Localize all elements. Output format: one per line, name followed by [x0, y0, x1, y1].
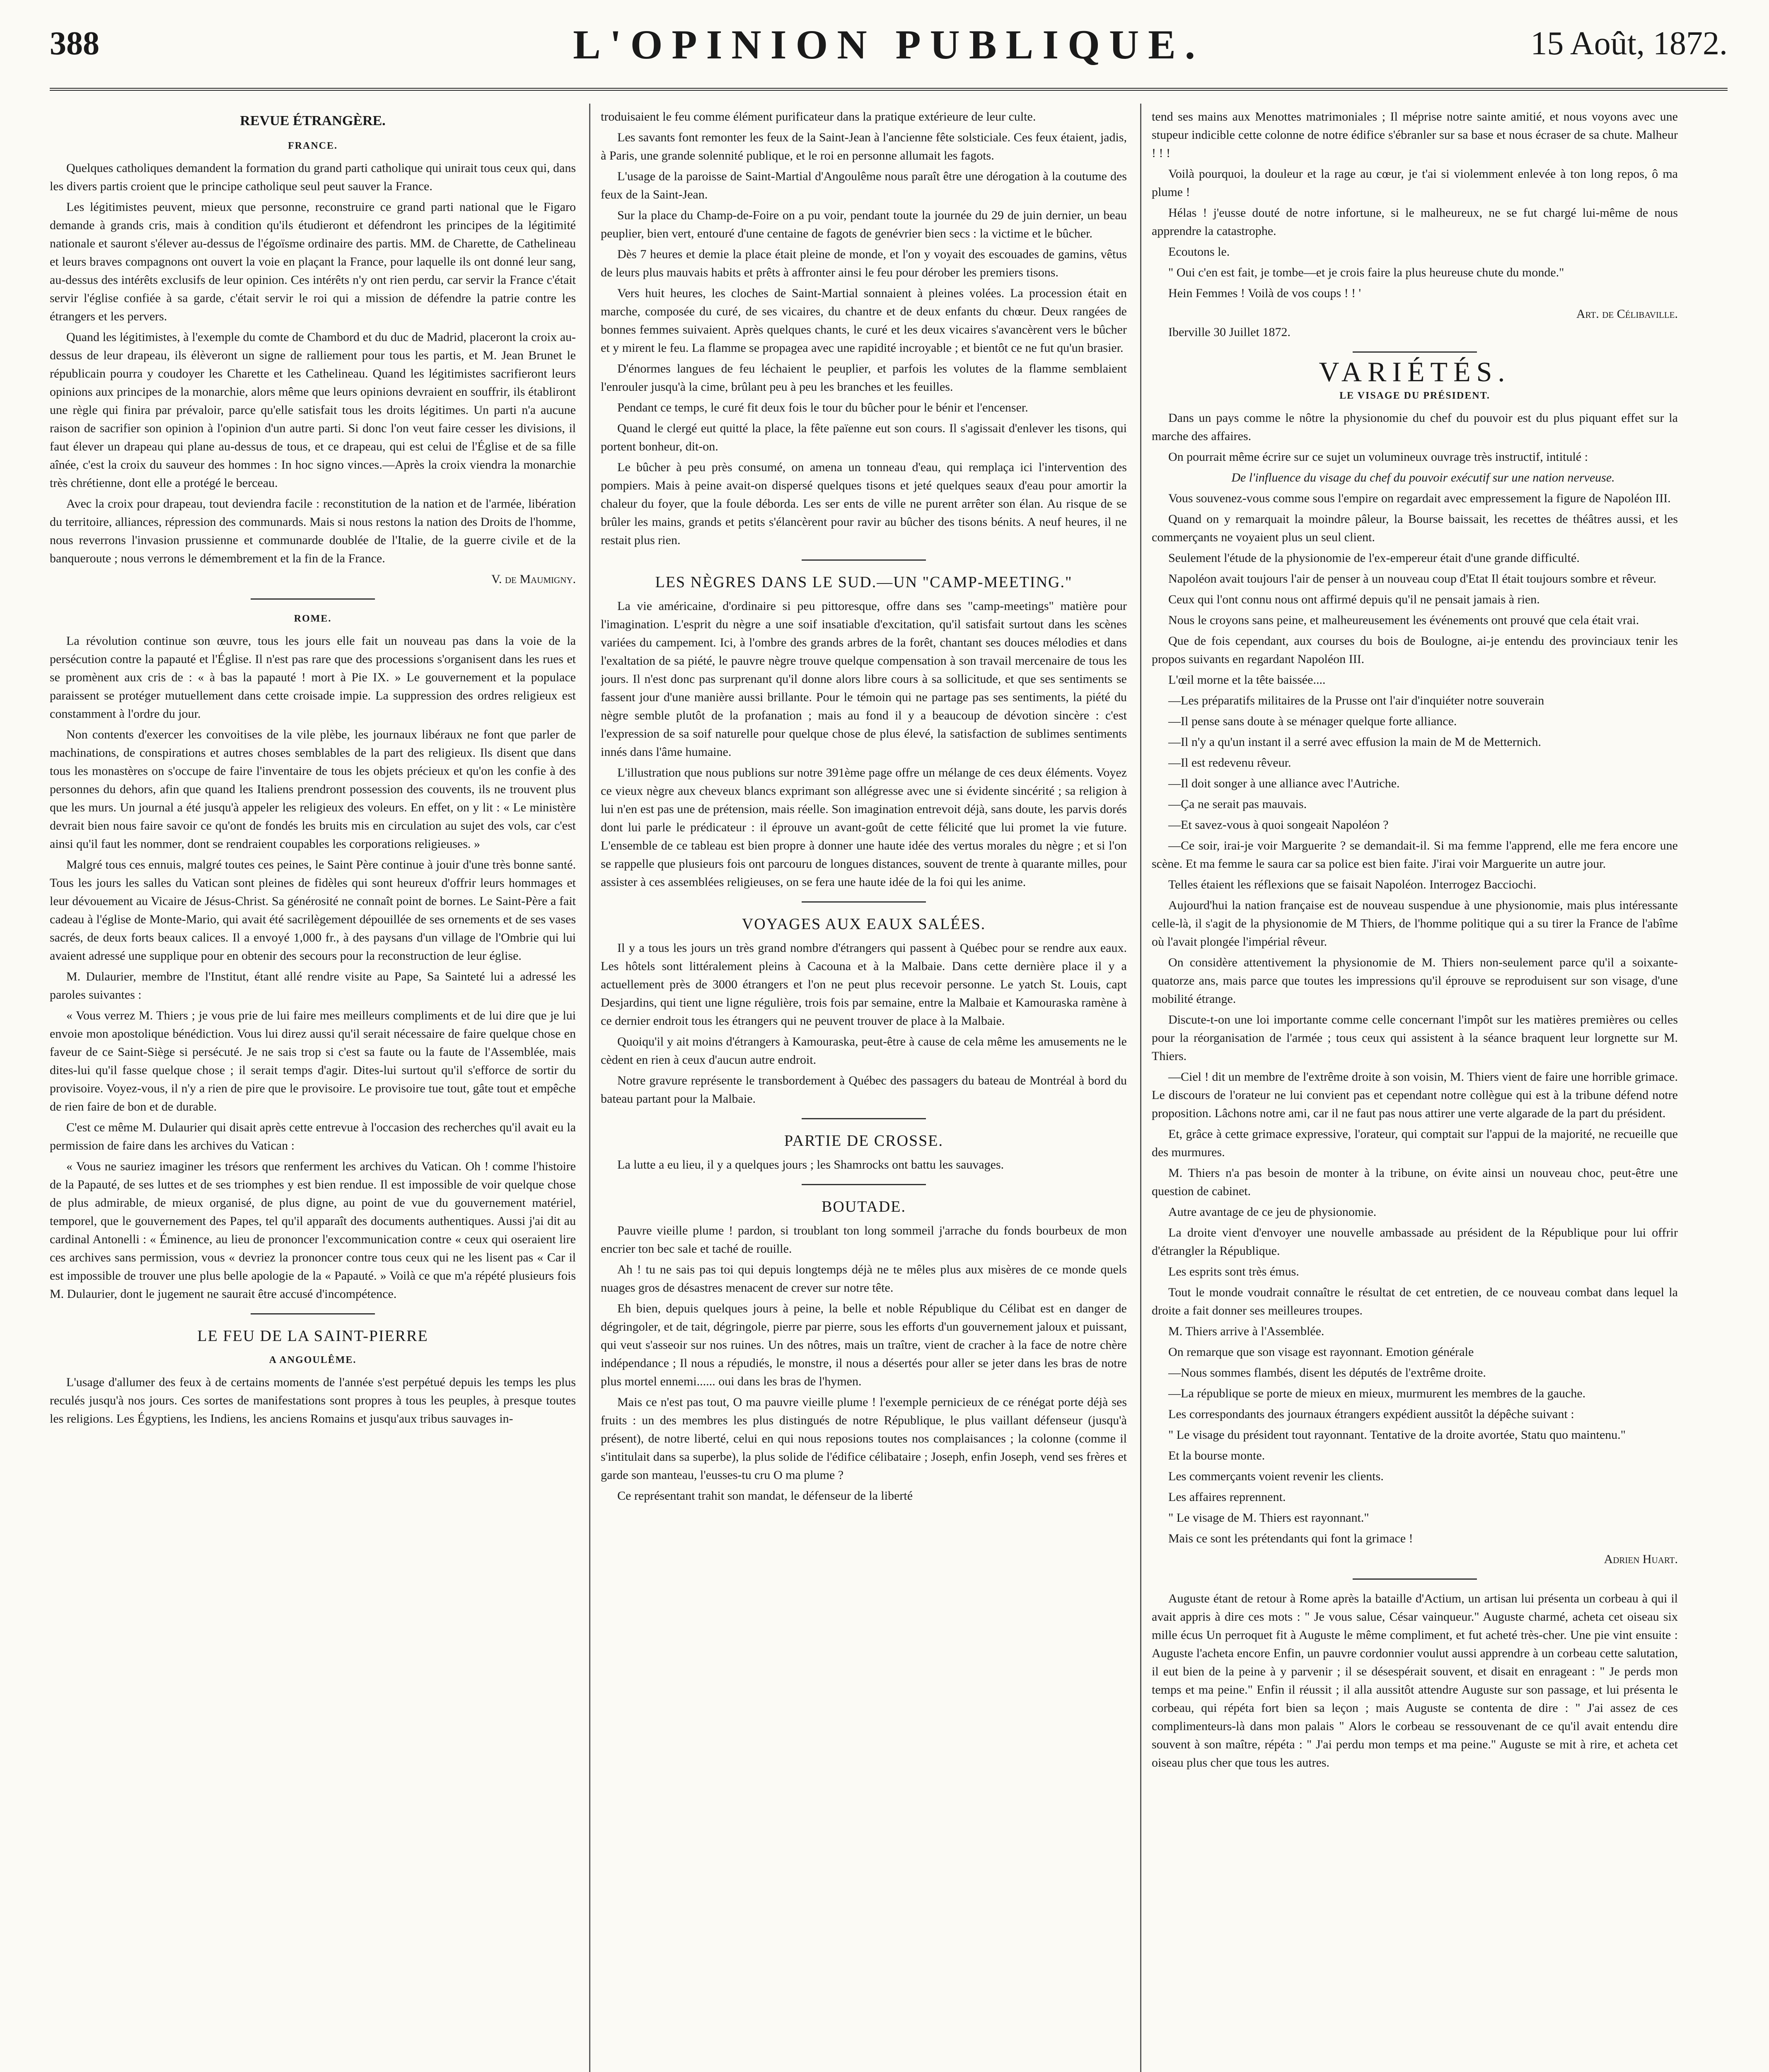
paragraph: Auguste étant de retour à Rome après la bataille d'Actium, un artisan lui présenta un corbeau à qui il avait appris à dire ces mots : " Je vous salue, César vainqueur." Auguste charmé, acheta cet oiseau six mille écus Un perroquet fit à Auguste le même compliment, et fut acheté très-cher. Une pie vint ensuite : Auguste l'acheta encore Enfin, un pauvre cordonnier voulut aussi apprendre à un corbeau cette salutation, il eut bien de la peine à y parvenir ; il se désespérait souvent, et disait en enrageant : " Je perds mon temps et ma peine." Enfin il réussit ; il alla aussitôt attendre Auguste sur son passage, et lui présenta le corbeau, qui répéta fort bien sa leçon ; mais Auguste se contenta de dire : " J'ai assez de ces complimenteurs-là dans mon palais " Alors le corbeau se ressouvenant de ce qu'il avait entendu dire souvent à son maître, répéta : " J'ai perdu mon temps et ma peine." Auguste se mit à rire, et acheta cet oiseau plus cher que tous les autres. — [1152, 1592, 1678, 1769]
paragraph: Dès 7 heures et demie la place était pleine de monde, et l'on y voyait des escouades de gamins, vêtus de leurs plus mauvais habits et prêts à affronter ainsi le feu pour dérober les premiers tisons. — [601, 247, 1127, 279]
paragraph: Notre gravure représente le transbordement à Québec des passagers du bateau de Montréal à bord du bateau partant pour la Malbaie. — [601, 1074, 1127, 1106]
signature: Adrien Huart. — [1604, 1552, 1678, 1566]
paragraph: On remarque que son visage est rayonnant. Emotion générale — [1168, 1345, 1474, 1359]
paragraph: La droite vient d'envoyer une nouvelle ambassade au président de la République pour lui offrir d'étrangler la République. — [1152, 1226, 1678, 1258]
paragraph: Vous souvenez-vous comme sous l'empire on regardait avec empressement la figure de Napoléon III. — [1168, 491, 1671, 505]
paragraph: —Les préparatifs militaires de la Prusse ont l'air d'inquiéter notre souverain — [1168, 694, 1544, 707]
paragraph: Et la bourse monte. — [1168, 1449, 1265, 1462]
paragraph: L'usage de la paroisse de Saint-Martial d'Angoulême nous paraît être une dérogation à la coutume des feux de la Saint-Jean. — [601, 169, 1127, 201]
paragraph: Avec la croix pour drapeau, tout deviendra facile : reconstitution de la nation et de l'armée, libération du territoire, alliances, répression des communards. Mais si nous restons la nation des Droits de l'homme, nous reverrons l'invasion prussienne et communarde doublée de l'Italie, de la guerre civile et de la banqueroute ; nous verrons le démembrement et la fin de la France. — [50, 497, 576, 565]
paragraph: L'usage d'allumer des feux à de certains moments de l'année s'est perpétué depuis les temps les plus reculés jusqu'à nos jours. Ces sortes de manifestations sont propres à tous les peuples, à presque toutes les religions. Les Égyptiens, les Indiens, les anciens Romains et jusqu'aux tribus sauvages in- — [50, 1375, 576, 1426]
paragraph: Autre avantage de ce jeu de physionomie. — [1168, 1205, 1377, 1219]
newspaper-title: L'OPINION PUBLIQUE. — [573, 22, 1204, 68]
paragraph: On pourrait même écrire sur ce sujet un volumineux ouvrage très instructif, intitulé : — [1168, 450, 1588, 464]
page-number: 388 — [50, 25, 99, 62]
paragraph: —Il pense sans doute à se ménager quelque forte alliance. — [1168, 714, 1457, 728]
paragraph: Que de fois cependant, aux courses du bois de Boulogne, ai-je entendu des provinciaux tenir les propos suivants en regardant Napoléon III. — [1152, 634, 1678, 666]
paragraph: —Il n'y a qu'un instant il a serré avec effusion la main de M de Metternich. — [1168, 735, 1541, 749]
paragraph: Nous le croyons sans peine, et malheureusement les événements ont prouvé que cela était vrai. — [1168, 613, 1639, 627]
paragraph: " Oui c'en est fait, je tombe—et je crois faire la plus heureuse chute du monde." — [1168, 266, 1564, 279]
article-heading: LES NÈGRES DANS LE SUD.—UN "CAMP-MEETING." — [655, 574, 1073, 591]
column-divider — [1140, 104, 1141, 2072]
signature: Art. de Célibaville. — [1576, 307, 1678, 321]
paragraph: Voilà pourquoi, la douleur et la rage au cœur, je t'ai si violemment enlevée à ton long repos, ô ma plume ! — [1152, 167, 1678, 199]
paragraph: « Vous ne sauriez imaginer les trésors que renferment les archives du Vatican. Oh ! comme l'histoire de la Papauté, de ses luttes et de ses triomphes y est bien rendue. Il est impossible de voir quelque chose de plus admirable, de mieux organisé, de plus digne, au point de vue du gouvernement matériel, temporel, que le gouvernement des Papes, tel qu'il apparaît des documents authentiques. Aussi j'ai dit au cardinal Antonelli : « Éminence, au lieu de prononcer l'excommunication contre « ceux qui oseraient lire ces archives sans permission, vous « devriez la prononcer contre tous ceux qui ne les lisent pas « Car il est impossible de trouver une plus belle apologie de la « Papauté. » Voilà ce que m'a répété plusieurs fois M. Dulaurier, dont le jugement ne saurait être accusé d'incompétence. — [50, 1159, 576, 1301]
paragraph: Ce représentant trahit son mandat, le défenseur de la liberté — [617, 1489, 913, 1503]
article-heading: LE FEU DE LA SAINT-PIERRE — [197, 1327, 428, 1345]
issue-date: 15 Août, 1872. — [1530, 25, 1728, 62]
separator — [802, 1118, 926, 1119]
paragraph: Les affaires reprennent. — [1168, 1490, 1286, 1504]
paragraph: Quand on y remarquait la moindre pâleur, la Bourse baissait, les recettes de théâtres aussi, et les commerçants ne voyaient plus un seul client. — [1152, 512, 1678, 544]
separator — [802, 901, 926, 903]
paragraph: Et, grâce à cette grimace expressive, l'orateur, qui comptait sur l'appui de la majorité, ne recueille que des murmures. — [1152, 1127, 1678, 1159]
italic-title: De l'influence du visage du chef du pouvoir exécutif sur une nation nerveuse. — [1231, 471, 1615, 484]
article-heading: PARTIE DE CROSSE. — [784, 1132, 943, 1150]
paragraph: « Vous verrez M. Thiers ; je vous prie de lui faire mes meilleurs compliments et de lui dire que je lui envoie mon apostolique bénédiction. Vous lui direz aussi qu'il serait nécessaire de faire quelque chose en faveur de ce Saint-Siège si persécuté. Je ne sais trop si c'est sa faute ou la faute de l'Assemblée, mais dites-lui qu'il fasse quelque chose ; il serait temps d'agir. Dites-lui surtout qu'il s'efforce de sortir du provisoire. Voyez-vous, il n'y a rien de pire que le provisoire. Le provisoire tue tout, gâte tout et empêche de rien faire de bon et de durable. — [50, 1009, 576, 1113]
signature: V. de Maumigny. — [491, 572, 576, 586]
paragraph: Ceux qui l'ont connu nous ont affirmé depuis qu'il ne pensait jamais à rien. — [1168, 593, 1540, 606]
separator — [251, 598, 375, 600]
paragraph: M. Thiers n'a pas besoin de monter à la tribune, on évite ainsi un nouveau choc, peut-être une question de cabinet. — [1152, 1166, 1678, 1198]
paragraph: —Et savez-vous à quoi songeait Napoléon ? — [1168, 818, 1389, 832]
paragraph: Il y a tous les jours un très grand nombre d'étrangers qui passent à Québec pour se rendre aux eaux. Les hôtels sont littéralement pleins à Cacouna et à la Malbaie. Dans cette dernière place il y a actuellement près de 3000 étrangers et l'on ne peut plus recevoir personne. Le yatch St. Louis, capt Desjardins, qui tient une ligne régulière, trois fois par semaine, entre la Malbaie et Kamouraska ramène à ce dernier endroit tous les étrangers qui ne peuvent trouver de place à la Malbaie. — [601, 941, 1127, 1028]
paragraph: troduisaient le feu comme élément purificateur dans la pratique extérieure de leur culte. — [601, 110, 1036, 123]
paragraph: Dans un pays comme le nôtre la physionomie du chef du pouvoir est du plus piquant effet sur la marche des affaires. — [1152, 411, 1678, 443]
separator — [802, 1184, 926, 1185]
paragraph: Vers huit heures, les cloches de Saint-Martial sonnaient à pleines volées. La procession était en marche, composée du curé, de ses vicaires, du chantre et de deux enfants du chœur. Deux rangées de bonnes femmes suivaient. Après quelques chants, le curé et les deux vicaires s'avancèrent vers le bûcher et y mirent le feu. La flamme se propagea avec une rapidité incroyable ; et bientôt ce ne fut qu'un brasier. — [601, 286, 1127, 355]
article-heading: VOYAGES AUX EAUX SALÉES. — [742, 915, 986, 933]
paragraph: Quand les légitimistes, à l'exemple du comte de Chambord et du duc de Madrid, placeront la croix au-dessus de leur drapeau, ils élèveront un signe de ralliement pour tous les partis, et M. Jean Brunet le républicain pourra y coudoyer les Charette et les Cathelineau. Quand les légitimistes sacrifieront leurs opinions aux principes de la monarchie, alors même que leurs opinions devraient en souffrir, ils établiront une règle qui finira par prévaloir, parce qu'elle satisfait tous les droits légitimes. Un parti n'a aucune raison de sacrifier son opinion à l'opinion d'un autre parti. Si donc l'on veut faire cesser les divisions, il faut élever un drapeau qui plane au-dessus de tous, et ce drapeau, qui est celui de l'Église et de sa fille aînée, c'est la croix du sauveur des hommes : In hoc signo vinces.—Après la croix viendra la monarchie très chrétienne, dont elle a protégé le berceau. — [50, 330, 576, 490]
paragraph: Malgré tous ces ennuis, malgré toutes ces peines, le Saint Père continue à jouir d'une très bonne santé. Tous les jours les salles du Vatican sont pleines de fidèles qui sont heureux d'offrir leurs hommages et leur dévouement au Vicaire de Jésus-Christ. Sa générosité ne connaît point de bornes. Le Saint-Père a fait cadeau à l'église de Monte-Mario, qui avait été sacrilègement dépouillée de ses ornements et de ses vases sacrés, de deux forts beaux calices. Il a envoyé 1,000 fr., à des paysans d'un village de l'Ombrie qui lui avaient adressé une supplique pour en obtenir des secours pour la reconstruction de leur église. — [50, 858, 576, 963]
paragraph: Aujourd'hui la nation française est de nouveau suspendue à une physionomie, mais plus intéressante celle-là, il s'agit de la physionomie de M Thiers, de l'homme politique qui a su tirer la France de l'abîme où l'avait plongée l'impérial rêveur. — [1152, 898, 1678, 949]
paragraph: La vie américaine, d'ordinaire si peu pittoresque, offre dans ses "camp-meetings" matière pour l'imagination. L'esprit du nègre a une soif insatiable d'excitation, qu'il satisfait surtout dans les scènes variées du campement. Ici, à l'ombre des grands arbres de la forêt, chantant ses douces mélodies et dans l'exaltation de sa piété, le pauvre nègre trouve quelque compensation à son travail mercenaire de tous les jours. Il n'est donc pas surprenant qu'il donne alors libre cours à sa sollicitude, et que ses sentiments se fassent jour d'une manière aussi brillante. Pour le témoin qui ne partage pas ses sentiments, la piété du nègre semble plutôt de la profanation ; mais au fond il y a beaucoup de dévotion sincère : c'est l'expression de sa soif naturelle pour quelque chose de plus élevé, la satisfaction de sublimes sentiments innés dans l'âme humaine. — [601, 599, 1127, 759]
paragraph: " Le visage du président tout rayonnant. Tentative de la droite avortée, Statu quo maintenu." — [1168, 1428, 1626, 1442]
paragraph: —Il est redevenu rêveur. — [1168, 756, 1291, 770]
column-divider — [589, 104, 590, 2072]
paragraph: M. Dulaurier, membre de l'Institut, étant allé rendre visite au Pape, Sa Sainteté lui a adressé les paroles suivantes : — [50, 970, 576, 1002]
paragraph: Ecoutons le. — [1168, 245, 1230, 259]
paragraph: Eh bien, depuis quelques jours à peine, la belle et noble République du Célibat est en danger de dégringoler, et de tait, dégringole, pierre par pierre, sous les efforts d'un gouvernement jaloux et puissant, qui veut s'asseoir sur nos ruines. Un des nôtres, mais un traître, vient de cracher à la face de notre chère indépendance ; Il nous a répudiés, le monstre, il nous a désertés pour aller se jeter dans les bras de notre plus mortel ennemi...... oui dans les bras de l'hymen. — [601, 1302, 1127, 1388]
paragraph: Le bûcher à peu près consumé, on amena un tonneau d'eau, qui remplaça ici l'intervention des pompiers. Mais à peine avait-on dispersé quelques tisons et jeté quelques seaux d'eau pour amortir la chaleur du foyer, que la foule déborda. Les ser ents de ville ne purent arrêter son élan. Au risque de se brûler les mains, grands et petits s'élancèrent pour ravir au bûcher des tisons bénits. A neuf heures, il ne restait plus rien. — [601, 460, 1127, 547]
separator — [251, 1313, 375, 1314]
separator — [1353, 1578, 1477, 1580]
paragraph: Les légitimistes peuvent, mieux que personne, reconstruire ce grand parti national que le Figaro demande à grands cris, mais à condition qu'ils étudieront et défendront les principes de la légitimité nationale et sauront s'élever au-dessus de l'égoïsme ordinaire des partis. MM. de Charette, de Cathelineau et leurs braves compagnons ont ouvert la voie en plaçant la France, pour laquelle ils ont donné leur sang, au-dessus des intérêts exclusifs de leur opinion. Ces intérêts n'y ont rien perdu, car servir la France c'était servir l'église confiée à sa garde, c'était servir le roi qui a mission de défendre la patrie contre les étrangers et les pervers. — [50, 200, 576, 323]
paragraph: Quoiqu'il y ait moins d'étrangers à Kamouraska, peut-être à cause de cela même les amusements ne le cèdent en rien à ceux d'aucun autre endroit. — [601, 1035, 1127, 1067]
paragraph: tend ses mains aux Menottes matrimoniales ; Il méprise notre sainte amitié, et nous voyons avec une stupeur indicible cette colonne de notre édifice s'ébranler sur sa base et nous écraser de sa chute. Malheur ! ! ! — [1152, 110, 1678, 160]
paragraph: Non contents d'exercer les convoitises de la vile plèbe, les journaux libéraux ne font que parler de machinations, de conspirations et autres choses semblables de la part des religieux. Ils disent que dans tous les monastères on s'occupe de faire l'inventaire de tous les objets précieux et qu'on les confie à des personnes du dehors, afin que quand les Italiens prendront possession des couvents, ils ne trouvent plus que les murs. Un journal a été jusqu'à appeler les religieux des voleurs. En effet, on y lit : « Le ministère devrait bien nous faire savoir ce qu'ont de fondés les bruits mis en circulation au sujet des vols, car c'est ainsi qu'il faut les nommer, dont se rendraient coupables les corporations religieuses. » — [50, 728, 576, 851]
paragraph: Tout le monde voudrait connaître le résultat de cet entretien, de ce nouveau combat dans lequel la droite a fait donner ses meilleures troupes. — [1152, 1285, 1678, 1317]
paragraph: Mais ce sont les prétendants qui font la grimace ! — [1168, 1532, 1413, 1545]
paragraph: L'œil morne et la tête baissée.... — [1168, 673, 1326, 687]
paragraph: C'est ce même M. Dulaurier qui disait après cette entrevue à l'occasion des recherches qu'il avait eu la permission de faire dans les archives du Vatican : — [50, 1121, 576, 1152]
paragraph: Hein Femmes ! Voilà de vos coups ! ! ' — [1168, 286, 1361, 300]
paragraph: La lutte a eu lieu, il y a quelques jours ; les Shamrocks ont battu les sauvages. — [617, 1158, 1004, 1172]
paragraph: —Ciel ! dit un membre de l'extrême droite à son voisin, M. Thiers vient de faire une horrible grimace. Le discours de l'orateur ne lui convient pas et cependant notre collègue qui est à la tribune défend notre proposition. Lâchons notre ami, car il ne faut pas nous attirer une verte algarade de la part du président. — [1152, 1070, 1678, 1120]
subsection-heading: ROME. — [294, 613, 332, 624]
paragraph: Pauvre vieille plume ! pardon, si troublant ton long sommeil j'arrache du fonds bourbeux de mon encrier ton bec sale et taché de rouille. — [601, 1224, 1127, 1256]
column-3 — [1152, 108, 1678, 2072]
subsection-heading: LE VISAGE DU PRÉSIDENT. — [1339, 390, 1490, 401]
header-rule — [50, 88, 1728, 91]
separator — [1353, 351, 1477, 353]
paragraph: Les savants font remonter les feux de la Saint-Jean à l'ancienne fête solsticiale. Ces feux étaient, jadis, à Paris, une grande solennité publique, et le roi en personne allumait les fagots. — [601, 131, 1127, 162]
paragraph: Les esprits sont très émus. — [1168, 1265, 1299, 1278]
paragraph: Sur la place du Champ-de-Foire on a pu voir, pendant toute la journée du 29 de juin dernier, un beau peuplier, bien vert, entouré d'une centaine de fagots de genévrier bien secs : la victime et le bûcher. — [601, 208, 1127, 240]
paragraph: —La république se porte de mieux en mieux, murmurent les membres de la gauche. — [1168, 1387, 1586, 1400]
paragraph: Telles étaient les réflexions que se faisait Napoléon. Interrogez Bacciochi. — [1168, 878, 1537, 891]
paragraph: Les commerçants voient revenir les clients. — [1168, 1469, 1384, 1483]
section-heading: REVUE ÉTRANGÈRE. — [240, 113, 386, 128]
masthead — [50, 17, 1728, 79]
paragraph: " Le visage de M. Thiers est rayonnant." — [1168, 1511, 1369, 1525]
article-heading: BOUTADE. — [822, 1198, 906, 1215]
paragraph: On considère attentivement la physionomie de M. Thiers non-seulement parce qu'il a soixante-quatorze ans, mais parce que toutes les impressions qu'il éprouve se reproduisent sur son visage, d'une mobilité étrange. — [1152, 956, 1678, 1006]
paragraph: La révolution continue son œuvre, tous les jours elle fait un nouveau pas dans la voie de la persécution contre la papauté et l'Église. Il n'est pas rare que des processions s'organisent dans les rues et se promènent aux cris de : « à bas la papauté ! mort à Pie IX. » Le gouvernement et la populace paraissent se protéger mutuellement dans cette croisade impie. La suppression des ordres religieux est constamment à l'ordre du jour. — [50, 634, 576, 721]
paragraph: Les correspondants des journaux étrangers expédient aussitôt la dépêche suivant : — [1168, 1407, 1574, 1421]
paragraph: M. Thiers arrive à l'Assemblée. — [1168, 1324, 1324, 1338]
paragraph: —Ce soir, irai-je voir Marguerite ? se demandait-il. Si ma femme l'apprend, elle me fera encore une scène. Et ma femme le saura car sa police est bien faite. J'irai voir Marguerite un autre jour. — [1152, 839, 1678, 871]
subsection-heading: A ANGOULÊME. — [269, 1355, 357, 1365]
section-heading: VARIÉTÉS. — [1319, 356, 1511, 387]
column-1 — [50, 108, 576, 2072]
subsection-heading: FRANCE. — [288, 140, 338, 151]
paragraph: Hélas ! j'eusse douté de notre infortune, si le malheureux, ne se fut chargé lui-même de nous apprendre la catastrophe. — [1152, 206, 1678, 238]
paragraph: Napoléon avait toujours l'air de penser à un nouveau coup d'Etat Il était toujours sombre et rêveur. — [1168, 572, 1656, 586]
paragraph: —Il doit songer à une alliance avec l'Autriche. — [1168, 777, 1400, 790]
paragraph: L'illustration que nous publions sur notre 391ème page offre un mélange de ces deux éléments. Voyez ce vieux nègre aux cheveux blancs exprimant son allégresse avec une si évidente sincérité ; sa religion à lui n'en est pas une de prétension, mais réelle. Son imagination entrevoit déjà, sans doute, les parvis dorés dont lui parle le prédicateur : il éprouve un avant-goût de cette félicité que lui promet la vie future. L'ensemble de ce tableau est bien propre à donner une haute idée des vertus morales du nègre ; et si l'on se rappelle que plusieurs fois ont parcouru de longues distances, souvent de trente à quarante milles, pour assister à ces assemblées religieuses, on se fera une haute idée de la foi qui les anime. — [601, 766, 1127, 889]
column-2 — [601, 108, 1127, 2072]
dateline: Iberville 30 Juillet 1872. — [1168, 325, 1290, 339]
paragraph: Mais ce n'est pas tout, O ma pauvre vieille plume ! l'exemple pernicieux de ce rénégat porte déjà ses fruits : un des membres les plus distingués de notre République, le plus vaillant défenseur (jusqu'à présent), de notre liberté, celui en qui nous reposions toutes nos complaisances ; la colonne (comme il s'intitulait dans sa superbe), la plus solide de l'édifice célibataire ; Joseph, enfin Joseph, vend ses frères et garde son manteau, l'eusses-tu cru O ma plume ? — [601, 1395, 1127, 1482]
paragraph: Quand le clergé eut quitté la place, la fête païenne eut son cours. Il s'agissait d'enlever les tisons, qui portent bonheur, dit-on. — [601, 421, 1127, 453]
paragraph: —Nous sommes flambés, disent les députés de l'extrême droite. — [1168, 1366, 1486, 1380]
separator — [802, 559, 926, 561]
paragraph: —Ça ne serait pas mauvais. — [1168, 797, 1307, 811]
paragraph: Pendant ce temps, le curé fit deux fois le tour du bûcher pour le bénir et l'encenser. — [617, 401, 1028, 414]
paragraph: Ah ! tu ne sais pas toi qui depuis longtemps déjà ne te mêles plus aux misères de ce monde quels nuages gros de désastres menacent de crever sur notre tête. — [601, 1263, 1127, 1295]
paragraph: D'énormes langues de feu léchaient le peuplier, et parfois les volutes de la flamme semblaient l'enrouler jusqu'à la cime, brûlant peu à peu les branches et les feuilles. — [601, 362, 1127, 394]
paragraph: Discute-t-on une loi importante comme celle concernant l'impôt sur les matières premières ou celles pour la réorganisation de l'armée ; tous ceux qui assistent à la séance braquent leur lorgnette sur M. Thiers. — [1152, 1013, 1678, 1063]
paragraph: Seulement l'étude de la physionomie de l'ex-empereur était d'une grande difficulté. — [1168, 551, 1580, 565]
paragraph: Quelques catholiques demandent la formation du grand parti catholique qui unirait tous ceux qui, dans les divers partis croient que le principe catholique seul peut sauver la France. — [50, 161, 576, 193]
